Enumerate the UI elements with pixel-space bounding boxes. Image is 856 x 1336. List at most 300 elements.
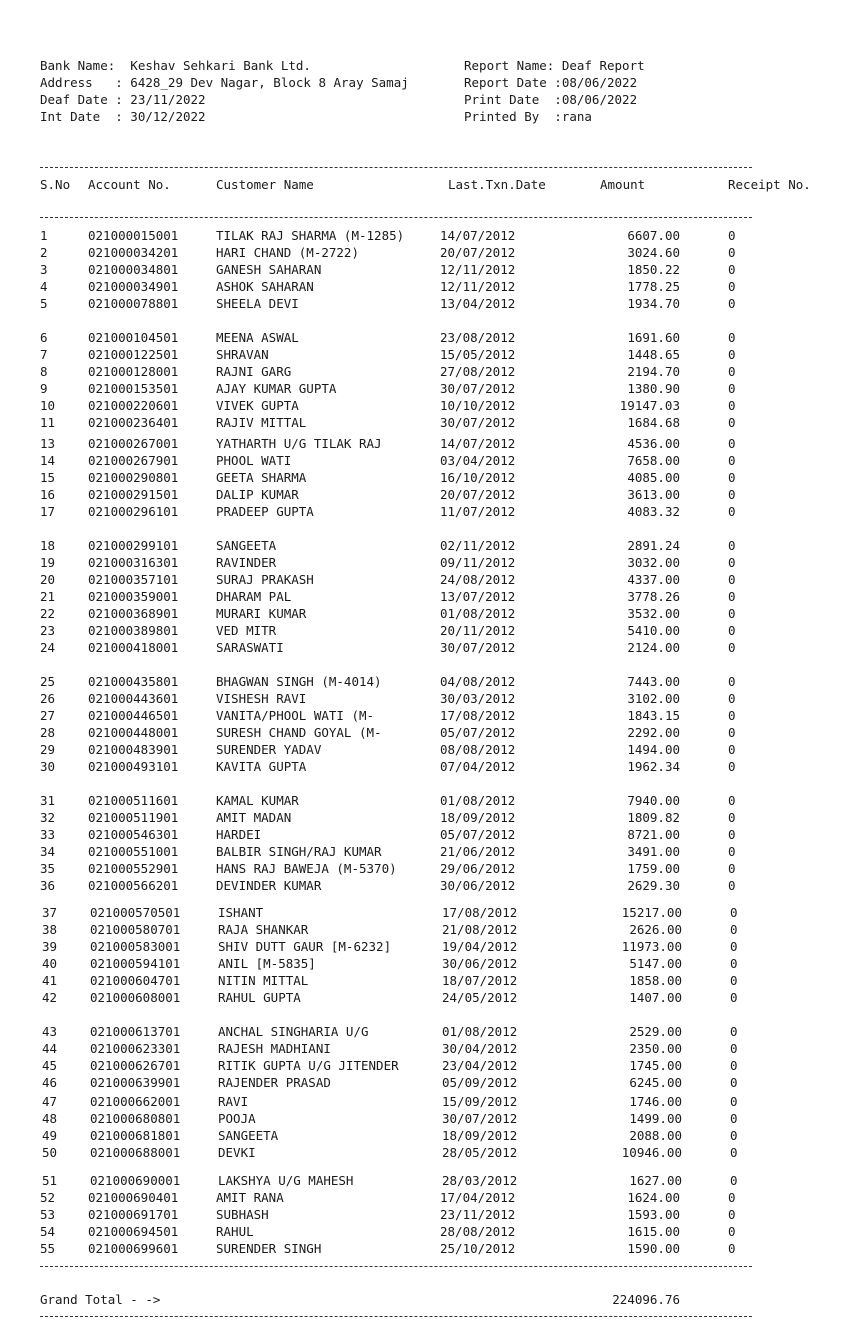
row-account-no: 021000220601 — [88, 398, 179, 413]
row-last-txn-date: 21/06/2012 — [440, 844, 516, 859]
row-account-no: 021000034201 — [88, 245, 179, 260]
row-sno: 1 — [40, 228, 48, 243]
table-row — [0, 295, 856, 312]
row-sno: 55 — [40, 1241, 56, 1256]
row-receipt-no: 0 — [728, 347, 736, 362]
table-row — [0, 605, 856, 622]
row-sno: 42 — [42, 990, 58, 1005]
row-sno: 9 — [40, 381, 48, 396]
row-account-no: 021000546301 — [88, 827, 179, 842]
row-customer-name: SARASWATI — [216, 640, 284, 655]
row-account-no: 021000267901 — [88, 453, 179, 468]
row-amount: 1746.00 — [629, 1094, 682, 1109]
table-row — [0, 380, 856, 397]
row-account-no: 021000290801 — [88, 470, 179, 485]
row-sno: 4 — [40, 279, 48, 294]
row-customer-name: ANCHAL SINGHARIA U/G — [218, 1024, 369, 1039]
row-sno: 19 — [40, 555, 56, 570]
print-date: Print Date :08/06/2022 — [464, 92, 638, 107]
row-receipt-no: 0 — [728, 572, 736, 587]
row-receipt-no: 0 — [730, 973, 738, 988]
row-receipt-no: 0 — [728, 708, 736, 723]
table-row — [0, 1023, 856, 1040]
table-row — [0, 690, 856, 707]
row-last-txn-date: 10/10/2012 — [440, 398, 516, 413]
row-receipt-no: 0 — [728, 878, 736, 893]
row-sno: 32 — [40, 810, 56, 825]
row-account-no: 021000511601 — [88, 793, 179, 808]
row-account-no: 021000694501 — [88, 1224, 179, 1239]
row-amount: 7443.00 — [627, 674, 680, 689]
row-receipt-no: 0 — [728, 381, 736, 396]
row-account-no: 021000570501 — [90, 905, 181, 920]
row-sno: 24 — [40, 640, 56, 655]
row-customer-name: RAJESH MADHIANI — [218, 1041, 331, 1056]
row-account-no: 021000493101 — [88, 759, 179, 774]
row-customer-name: SHRAVAN — [216, 347, 269, 362]
row-amount: 1499.00 — [629, 1111, 682, 1126]
row-receipt-no: 0 — [730, 1075, 738, 1090]
row-amount: 7658.00 — [627, 453, 680, 468]
table-row — [0, 1110, 856, 1127]
row-customer-name: RAJENDER PRASAD — [218, 1075, 331, 1090]
row-last-txn-date: 12/11/2012 — [440, 279, 516, 294]
row-amount: 11973.00 — [621, 939, 682, 954]
row-customer-name: YATHARTH U/G TILAK RAJ — [216, 436, 382, 451]
row-sno: 25 — [40, 674, 56, 689]
row-sno: 45 — [42, 1058, 58, 1073]
row-receipt-no: 0 — [728, 793, 736, 808]
row-receipt-no: 0 — [730, 1041, 738, 1056]
row-receipt-no: 0 — [728, 415, 736, 430]
table-row — [0, 826, 856, 843]
row-last-txn-date: 03/04/2012 — [440, 453, 516, 468]
table-row — [0, 571, 856, 588]
row-receipt-no: 0 — [728, 589, 736, 604]
row-amount: 2088.00 — [629, 1128, 682, 1143]
row-receipt-no: 0 — [730, 1058, 738, 1073]
table-row — [0, 397, 856, 414]
row-customer-name: GEETA SHARMA — [216, 470, 307, 485]
row-customer-name: MEENA ASWAL — [216, 330, 299, 345]
divider — [40, 217, 752, 218]
row-receipt-no: 0 — [728, 504, 736, 519]
row-sno: 49 — [42, 1128, 58, 1143]
row-receipt-no: 0 — [728, 1190, 736, 1205]
row-receipt-no: 0 — [728, 453, 736, 468]
row-account-no: 021000034801 — [88, 262, 179, 277]
row-receipt-no: 0 — [728, 296, 736, 311]
row-receipt-no: 0 — [728, 364, 736, 379]
row-receipt-no: 0 — [728, 674, 736, 689]
row-amount: 1593.00 — [627, 1207, 680, 1222]
row-last-txn-date: 13/04/2012 — [440, 296, 516, 311]
row-sno: 35 — [40, 861, 56, 876]
row-amount: 19147.03 — [619, 398, 680, 413]
table-row — [0, 1206, 856, 1223]
row-amount: 3613.00 — [627, 487, 680, 502]
row-account-no: 021000359001 — [88, 589, 179, 604]
table-row — [0, 1040, 856, 1057]
row-customer-name: RAHUL — [216, 1224, 254, 1239]
row-sno: 39 — [42, 939, 58, 954]
row-amount: 1590.00 — [627, 1241, 680, 1256]
table-row — [0, 486, 856, 503]
row-amount: 2529.00 — [629, 1024, 682, 1039]
row-amount: 1627.00 — [629, 1173, 682, 1188]
row-amount: 2194.70 — [627, 364, 680, 379]
col-header-last-txn: Last.Txn.Date — [448, 177, 546, 192]
row-account-no: 021000236401 — [88, 415, 179, 430]
row-last-txn-date: 09/11/2012 — [440, 555, 516, 570]
row-sno: 17 — [40, 504, 56, 519]
table-row — [0, 938, 856, 955]
row-customer-name: NITIN MITTAL — [218, 973, 309, 988]
row-account-no: 021000389801 — [88, 623, 179, 638]
row-amount: 1759.00 — [627, 861, 680, 876]
row-customer-name: ASHOK SAHARAN — [216, 279, 314, 294]
row-account-no: 021000690001 — [90, 1173, 181, 1188]
row-account-no: 021000267001 — [88, 436, 179, 451]
row-last-txn-date: 08/08/2012 — [440, 742, 516, 757]
row-amount: 5147.00 — [629, 956, 682, 971]
row-account-no: 021000552901 — [88, 861, 179, 876]
row-sno: 18 — [40, 538, 56, 553]
row-sno: 22 — [40, 606, 56, 621]
row-last-txn-date: 17/08/2012 — [440, 708, 516, 723]
row-amount: 4085.00 — [627, 470, 680, 485]
row-receipt-no: 0 — [730, 1024, 738, 1039]
row-last-txn-date: 20/07/2012 — [440, 245, 516, 260]
table-row — [0, 363, 856, 380]
row-sno: 41 — [42, 973, 58, 988]
grand-total-label: Grand Total - -> — [40, 1292, 161, 1307]
row-amount: 4337.00 — [627, 572, 680, 587]
row-sno: 23 — [40, 623, 56, 638]
row-receipt-no: 0 — [728, 262, 736, 277]
row-customer-name: PHOOL WATI — [216, 453, 292, 468]
row-account-no: 021000604701 — [90, 973, 181, 988]
row-customer-name: KAMAL KUMAR — [216, 793, 299, 808]
row-amount: 1809.82 — [627, 810, 680, 825]
row-last-txn-date: 14/07/2012 — [440, 228, 516, 243]
row-customer-name: RAHUL GUPTA — [218, 990, 301, 1005]
row-amount: 4536.00 — [627, 436, 680, 451]
int-date: Int Date : 30/12/2022 — [40, 109, 206, 124]
row-customer-name: SANGEETA — [218, 1128, 279, 1143]
row-amount: 10946.00 — [621, 1145, 682, 1160]
row-account-no: 021000078801 — [88, 296, 179, 311]
table-row — [0, 707, 856, 724]
table-row — [0, 1144, 856, 1161]
row-amount: 1684.68 — [627, 415, 680, 430]
table-row — [0, 989, 856, 1006]
row-sno: 28 — [40, 725, 56, 740]
row-last-txn-date: 20/11/2012 — [440, 623, 516, 638]
row-customer-name: POOJA — [218, 1111, 256, 1126]
row-last-txn-date: 18/09/2012 — [442, 1128, 518, 1143]
row-account-no: 021000626701 — [90, 1058, 181, 1073]
row-customer-name: AMIT RANA — [216, 1190, 284, 1205]
divider — [40, 167, 752, 168]
row-last-txn-date: 30/07/2012 — [440, 640, 516, 655]
row-sno: 3 — [40, 262, 48, 277]
row-account-no: 021000580701 — [90, 922, 181, 937]
row-account-no: 021000594101 — [90, 956, 181, 971]
row-customer-name: RAVINDER — [216, 555, 277, 570]
table-row — [0, 554, 856, 571]
row-customer-name: KAVITA GUPTA — [216, 759, 307, 774]
row-receipt-no: 0 — [728, 691, 736, 706]
row-amount: 1407.00 — [629, 990, 682, 1005]
row-last-txn-date: 01/08/2012 — [442, 1024, 518, 1039]
row-receipt-no: 0 — [728, 1207, 736, 1222]
row-amount: 1843.15 — [627, 708, 680, 723]
row-sno: 16 — [40, 487, 56, 502]
table-row — [0, 809, 856, 826]
row-amount: 6607.00 — [627, 228, 680, 243]
row-receipt-no: 0 — [730, 1145, 738, 1160]
row-amount: 1745.00 — [629, 1058, 682, 1073]
row-account-no: 021000448001 — [88, 725, 179, 740]
row-receipt-no: 0 — [730, 905, 738, 920]
row-account-no: 021000566201 — [88, 878, 179, 893]
row-sno: 47 — [42, 1094, 58, 1109]
col-header-amount: Amount — [600, 177, 646, 192]
table-row — [0, 758, 856, 775]
row-amount: 2292.00 — [627, 725, 680, 740]
row-account-no: 021000680801 — [90, 1111, 181, 1126]
table-row — [0, 724, 856, 741]
row-last-txn-date: 29/06/2012 — [440, 861, 516, 876]
col-header-account: Account No. — [88, 177, 171, 192]
bank-address: Address : 6428_29 Dev Nagar, Block 8 Aray Samaj — [40, 75, 409, 90]
row-last-txn-date: 19/04/2012 — [442, 939, 518, 954]
row-receipt-no: 0 — [728, 398, 736, 413]
row-amount: 3032.00 — [627, 555, 680, 570]
row-amount: 5410.00 — [627, 623, 680, 638]
table-row — [0, 792, 856, 809]
row-sno: 7 — [40, 347, 48, 362]
row-amount: 2629.30 — [627, 878, 680, 893]
row-sno: 50 — [42, 1145, 58, 1160]
row-amount: 3532.00 — [627, 606, 680, 621]
row-customer-name: GANESH SAHARAN — [216, 262, 322, 277]
row-account-no: 021000662001 — [90, 1094, 181, 1109]
row-sno: 46 — [42, 1075, 58, 1090]
row-customer-name: RAJIV MITTAL — [216, 415, 307, 430]
row-receipt-no: 0 — [728, 330, 736, 345]
row-last-txn-date: 05/07/2012 — [440, 827, 516, 842]
row-account-no: 021000299101 — [88, 538, 179, 553]
row-last-txn-date: 07/04/2012 — [440, 759, 516, 774]
row-last-txn-date: 25/10/2012 — [440, 1241, 516, 1256]
table-row — [0, 1223, 856, 1240]
row-last-txn-date: 30/06/2012 — [440, 878, 516, 893]
deaf-date: Deaf Date : 23/11/2022 — [40, 92, 206, 107]
row-account-no: 021000639901 — [90, 1075, 181, 1090]
row-last-txn-date: 30/06/2012 — [442, 956, 518, 971]
row-account-no: 021000690401 — [88, 1190, 179, 1205]
row-amount: 1858.00 — [629, 973, 682, 988]
col-header-customer: Customer Name — [216, 177, 314, 192]
table-row — [0, 1189, 856, 1206]
row-sno: 21 — [40, 589, 56, 604]
row-customer-name: DEVKI — [218, 1145, 256, 1160]
row-receipt-no: 0 — [728, 606, 736, 621]
row-account-no: 021000316301 — [88, 555, 179, 570]
row-last-txn-date: 27/08/2012 — [440, 364, 516, 379]
divider — [40, 1316, 752, 1317]
row-last-txn-date: 30/07/2012 — [440, 415, 516, 430]
table-row — [0, 1093, 856, 1110]
col-header-receipt: Receipt No. — [728, 177, 811, 192]
row-receipt-no: 0 — [730, 956, 738, 971]
table-row — [0, 741, 856, 758]
row-amount: 3102.00 — [627, 691, 680, 706]
row-receipt-no: 0 — [730, 1128, 738, 1143]
row-sno: 38 — [42, 922, 58, 937]
row-account-no: 021000443601 — [88, 691, 179, 706]
row-customer-name: VISHESH RAVI — [216, 691, 307, 706]
row-amount: 8721.00 — [627, 827, 680, 842]
row-last-txn-date: 23/08/2012 — [440, 330, 516, 345]
row-account-no: 021000583001 — [90, 939, 181, 954]
row-customer-name: DHARAM PAL — [216, 589, 292, 604]
row-account-no: 021000291501 — [88, 487, 179, 502]
row-customer-name: HARI CHAND (M-2722) — [216, 245, 359, 260]
row-receipt-no: 0 — [728, 623, 736, 638]
row-last-txn-date: 17/08/2012 — [442, 905, 518, 920]
row-amount: 1962.34 — [627, 759, 680, 774]
row-account-no: 021000551001 — [88, 844, 179, 859]
row-amount: 2350.00 — [629, 1041, 682, 1056]
table-row — [0, 673, 856, 690]
table-row — [0, 414, 856, 431]
row-customer-name: SUBHASH — [216, 1207, 269, 1222]
row-last-txn-date: 17/04/2012 — [440, 1190, 516, 1205]
row-receipt-no: 0 — [730, 1111, 738, 1126]
table-row — [0, 261, 856, 278]
row-receipt-no: 0 — [728, 555, 736, 570]
row-last-txn-date: 30/04/2012 — [442, 1041, 518, 1056]
table-row — [0, 1057, 856, 1074]
row-customer-name: PRADEEP GUPTA — [216, 504, 314, 519]
row-customer-name: BHAGWAN SINGH (M-4014) — [216, 674, 382, 689]
row-account-no: 021000122501 — [88, 347, 179, 362]
row-receipt-no: 0 — [728, 640, 736, 655]
table-row — [0, 622, 856, 639]
row-sno: 26 — [40, 691, 56, 706]
row-sno: 13 — [40, 436, 56, 451]
table-row — [0, 1172, 856, 1189]
row-customer-name: SANGEETA — [216, 538, 277, 553]
table-row — [0, 503, 856, 520]
row-customer-name: VED MITR — [216, 623, 277, 638]
row-amount: 15217.00 — [621, 905, 682, 920]
row-last-txn-date: 11/07/2012 — [440, 504, 516, 519]
row-last-txn-date: 16/10/2012 — [440, 470, 516, 485]
row-sno: 34 — [40, 844, 56, 859]
divider — [40, 1266, 752, 1267]
row-sno: 8 — [40, 364, 48, 379]
row-receipt-no: 0 — [728, 1224, 736, 1239]
row-customer-name: HANS RAJ BAWEJA (M-5370) — [216, 861, 397, 876]
row-last-txn-date: 24/08/2012 — [440, 572, 516, 587]
row-amount: 1691.60 — [627, 330, 680, 345]
table-row — [0, 244, 856, 261]
row-sno: 54 — [40, 1224, 56, 1239]
row-customer-name: RAJNI GARG — [216, 364, 292, 379]
row-amount: 1934.70 — [627, 296, 680, 311]
table-row — [0, 1240, 856, 1257]
row-last-txn-date: 24/05/2012 — [442, 990, 518, 1005]
row-sno: 20 — [40, 572, 56, 587]
row-customer-name: VANITA/PHOOL WATI (M- — [216, 708, 375, 723]
row-sno: 36 — [40, 878, 56, 893]
report-date: Report Date :08/06/2022 — [464, 75, 638, 90]
row-customer-name: BALBIR SINGH/RAJ KUMAR — [216, 844, 382, 859]
row-customer-name: AJAY KUMAR GUPTA — [216, 381, 337, 396]
row-amount: 6245.00 — [629, 1075, 682, 1090]
table-row — [0, 537, 856, 554]
report-name: Report Name: Deaf Report — [464, 58, 645, 73]
row-customer-name: HARDEI — [216, 827, 262, 842]
row-account-no: 021000418001 — [88, 640, 179, 655]
row-customer-name: ANIL [M-5835] — [218, 956, 316, 971]
row-account-no: 021000623301 — [90, 1041, 181, 1056]
table-row — [0, 346, 856, 363]
table-row — [0, 921, 856, 938]
table-row — [0, 588, 856, 605]
row-customer-name: RAVI — [218, 1094, 249, 1109]
row-last-txn-date: 05/09/2012 — [442, 1075, 518, 1090]
row-customer-name: RAJA SHANKAR — [218, 922, 309, 937]
row-account-no: 021000681801 — [90, 1128, 181, 1143]
row-last-txn-date: 01/08/2012 — [440, 793, 516, 808]
row-sno: 33 — [40, 827, 56, 842]
table-row — [0, 904, 856, 921]
row-account-no: 021000613701 — [90, 1024, 181, 1039]
row-account-no: 021000483901 — [88, 742, 179, 757]
row-amount: 2891.24 — [627, 538, 680, 553]
row-last-txn-date: 30/07/2012 — [440, 381, 516, 396]
row-last-txn-date: 28/08/2012 — [440, 1224, 516, 1239]
row-receipt-no: 0 — [730, 1173, 738, 1188]
table-row — [0, 227, 856, 244]
row-amount: 1850.22 — [627, 262, 680, 277]
row-receipt-no: 0 — [730, 1094, 738, 1109]
row-account-no: 021000608001 — [90, 990, 181, 1005]
table-row — [0, 877, 856, 894]
row-account-no: 021000688001 — [90, 1145, 181, 1160]
row-sno: 15 — [40, 470, 56, 485]
row-customer-name: ISHANT — [218, 905, 264, 920]
row-receipt-no: 0 — [728, 436, 736, 451]
row-amount: 3778.26 — [627, 589, 680, 604]
row-sno: 6 — [40, 330, 48, 345]
row-sno: 51 — [42, 1173, 58, 1188]
table-row — [0, 1127, 856, 1144]
printed-by: Printed By :rana — [464, 109, 592, 124]
row-amount: 1494.00 — [627, 742, 680, 757]
row-account-no: 021000699601 — [88, 1241, 179, 1256]
row-receipt-no: 0 — [728, 742, 736, 757]
row-receipt-no: 0 — [728, 470, 736, 485]
row-receipt-no: 0 — [730, 922, 738, 937]
row-customer-name: LAKSHYA U/G MAHESH — [218, 1173, 354, 1188]
row-account-no: 021000153501 — [88, 381, 179, 396]
